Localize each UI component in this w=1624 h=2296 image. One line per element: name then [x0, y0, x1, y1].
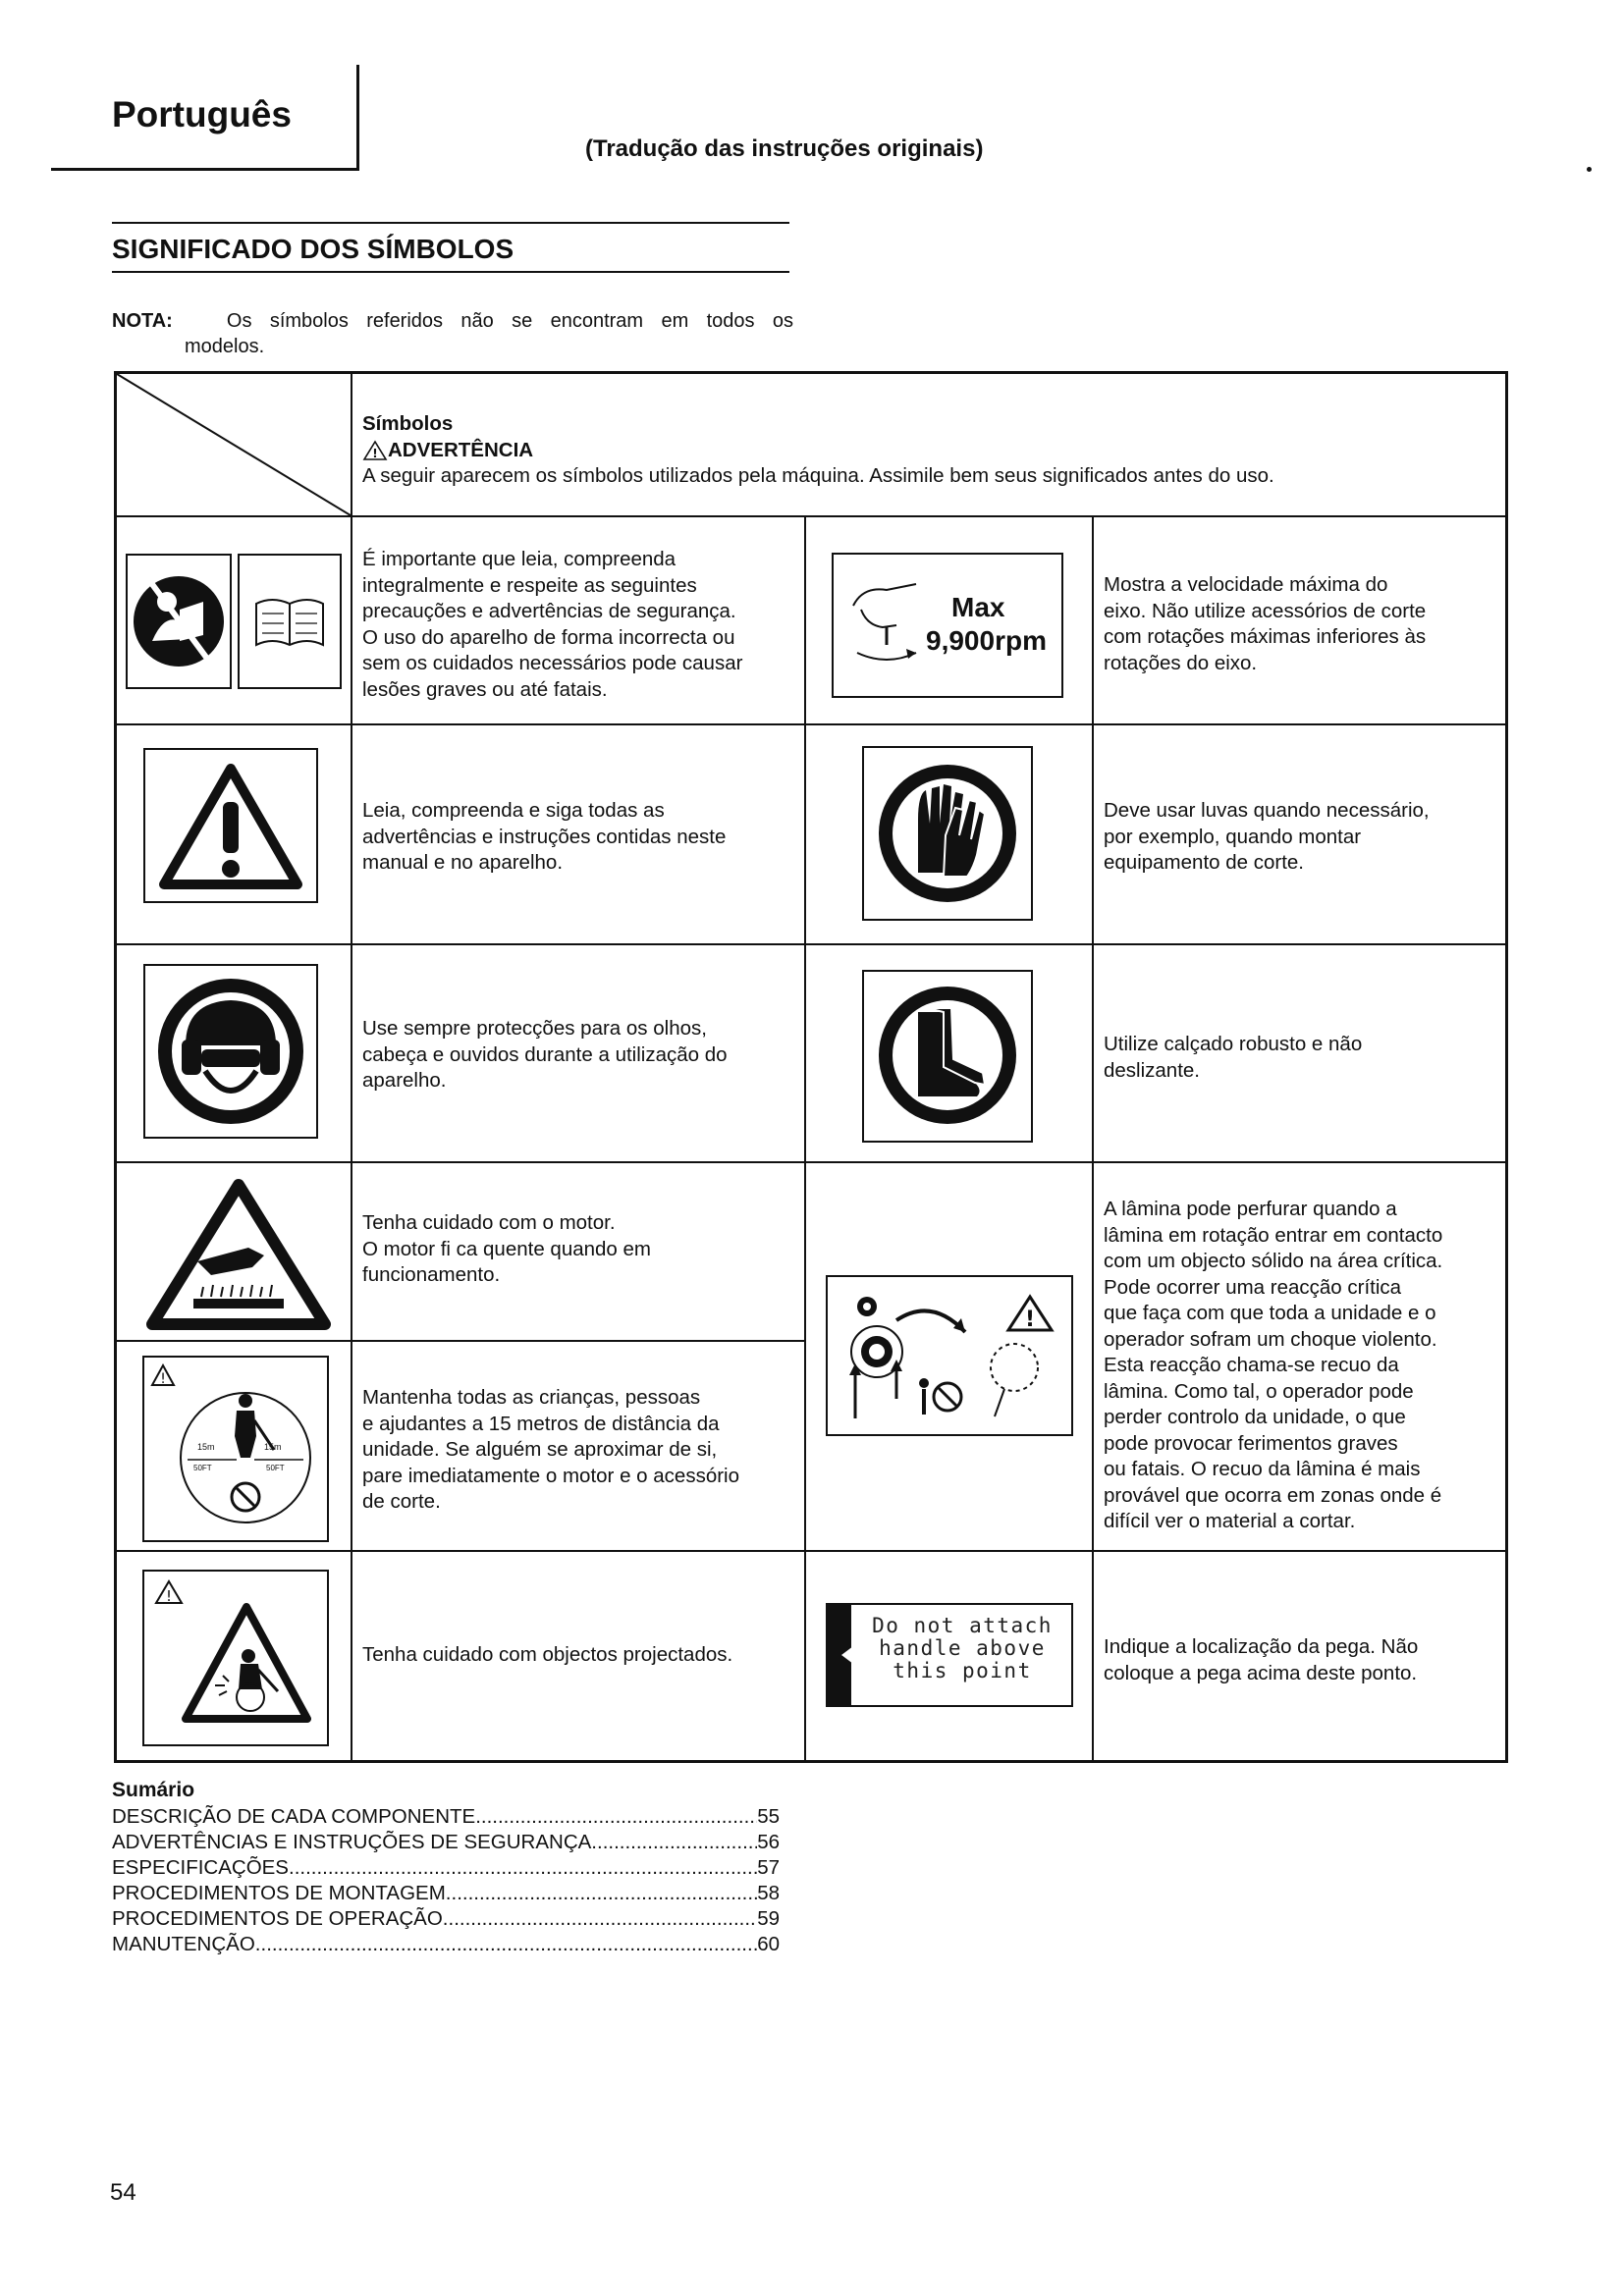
text-line: equipamento de corte. — [1104, 851, 1304, 874]
warning-label: ADVERTÊNCIA — [388, 438, 534, 461]
grid-line — [117, 1550, 1505, 1552]
note-label: NOTA: — [112, 310, 173, 332]
warning-triangle-icon — [362, 440, 388, 461]
projected-objects-diagram — [180, 1601, 313, 1729]
row3-left-text — [362, 1016, 794, 1095]
blade-thrust-text — [1104, 1197, 1500, 1535]
text-line: e ajudantes a 15 metros de distância da — [362, 1412, 720, 1435]
toc-item-label: PROCEDIMENTOS DE MONTAGEM — [112, 1882, 446, 1904]
text-line: É importante que leia, compreenda — [362, 548, 677, 570]
toc-item — [112, 1932, 780, 1957]
text-line: Mantenha todas as crianças, pessoas — [362, 1386, 701, 1409]
text-line: this point — [893, 1659, 1032, 1682]
handle-position-icon — [826, 1603, 1073, 1707]
section-heading: SIGNIFICADO DOS SÍMBOLOS — [112, 222, 789, 273]
text-line: Indique a localização da pega. Não — [1104, 1635, 1419, 1658]
text-line: de corte. — [362, 1490, 441, 1513]
toc-title: Sumário — [112, 1779, 195, 1801]
rpm-label: 9,900rpm — [926, 625, 1047, 656]
grid-line — [117, 1161, 1505, 1163]
toc-item — [112, 1881, 780, 1906]
corner-mark — [1587, 167, 1592, 172]
row1-right-text — [1104, 572, 1496, 676]
boots-icon — [861, 969, 1034, 1144]
toc-item — [112, 1855, 780, 1881]
toc-item-page: 57 — [757, 1856, 780, 1879]
grid-line — [804, 515, 806, 1760]
toc-dots — [446, 1881, 757, 1906]
text-line: cabeça e ouvidos durante a utilização do — [362, 1042, 728, 1066]
text-line: pare imediatamente o motor e o acessório — [362, 1464, 740, 1487]
toc-dots — [443, 1906, 757, 1932]
grid-line — [117, 1340, 804, 1342]
text-line: pode provocar ferimentos graves — [1104, 1431, 1398, 1455]
text-line: Pode ocorrer uma reacção crítica — [1104, 1275, 1402, 1299]
text-line: lesões graves ou até fatais. — [362, 677, 608, 701]
thrown-objects-icon — [142, 1570, 329, 1746]
text-line: precauções e advertências de segurança. — [362, 600, 736, 622]
toc-item-label: DESCRIÇÃO DE CADA COMPONENTE — [112, 1805, 476, 1828]
svg-text:!: ! — [165, 1587, 173, 1605]
distance-circle-icon — [172, 1381, 319, 1528]
text-line: com rotações máximas inferiores às — [1104, 625, 1427, 648]
text-line: Deve usar luvas quando necessário, — [1104, 799, 1430, 822]
toc-item-label: ADVERTÊNCIAS E INSTRUÇÕES DE SEGURANÇA — [112, 1831, 592, 1853]
svg-text:!: ! — [1024, 1308, 1036, 1332]
note — [112, 308, 793, 359]
keep-distance-icon — [142, 1356, 329, 1542]
row3-right-text — [1104, 1032, 1496, 1084]
toc-item-page: 58 — [757, 1882, 780, 1904]
row6-left-text — [362, 1642, 794, 1669]
text-line: Utilize calçado robusto e não — [1104, 1033, 1363, 1055]
warning-icon — [142, 747, 319, 904]
row5-left-text — [362, 1385, 794, 1516]
distance-label: 15m — [197, 1442, 215, 1452]
text-line: Leia, compreenda e siga todas as — [362, 799, 665, 822]
note-text-line2: modelos. — [185, 336, 265, 357]
distance-label: 15m — [264, 1442, 282, 1452]
text-line: eixo. Não utilize acessórios de corte — [1104, 599, 1427, 622]
text-line: lâmina. Como tal, o operador pode — [1104, 1379, 1414, 1403]
toc-item-label: PROCEDIMENTOS DE OPERAÇÃO — [112, 1907, 443, 1930]
language-title: Português — [112, 94, 292, 134]
text-line: funcionamento. — [362, 1263, 501, 1286]
text-line: unidade. Se alguém se aproximar de si, — [362, 1438, 718, 1461]
toc-item — [112, 1804, 780, 1830]
text-line: lâmina em rotação entrar em contacto — [1104, 1223, 1443, 1247]
toc-dots — [475, 1804, 757, 1830]
text-line: deslizante. — [1104, 1058, 1201, 1082]
toc-item-label: MANUTENÇÃO — [112, 1933, 255, 1955]
spindle-icon — [847, 576, 926, 674]
grid-line — [351, 374, 352, 1760]
text-line: coloque a pega acima deste ponto. — [1104, 1661, 1418, 1684]
text-line: rotações do eixo. — [1104, 651, 1258, 674]
text-line: difícil ver o material a cortar. — [1104, 1510, 1356, 1532]
row2-right-text — [1104, 798, 1496, 877]
text-line: Esta reacção chama-se recuo da — [1104, 1354, 1399, 1376]
grid-line — [117, 943, 1505, 945]
toc-item-page: 55 — [757, 1805, 780, 1828]
symbols-title: Símbolos — [362, 412, 454, 435]
text-line: Do not attach — [872, 1614, 1053, 1637]
text-line: que faça com que toda a unidade e o — [1104, 1302, 1436, 1324]
text-line: com um objecto sólido na área crítica. — [1104, 1250, 1443, 1272]
text-line: Tenha cuidado com o motor. — [362, 1211, 616, 1234]
distance-label: 50FT — [193, 1464, 212, 1472]
text-line: Mostra a velocidade máxima do — [1104, 573, 1388, 596]
toc-item-label: ESPECIFICAÇÕES — [112, 1856, 289, 1879]
toc-dots — [289, 1855, 757, 1881]
text-line: Tenha cuidado com objectos projectados. — [362, 1643, 733, 1666]
text-line: manual e no aparelho. — [362, 851, 564, 874]
text-line: O motor fi ca quente quando em — [362, 1237, 652, 1260]
table-header — [362, 411, 1491, 490]
read-manual-icon — [123, 553, 345, 692]
toc-item — [112, 1830, 780, 1855]
grid-line — [1092, 515, 1094, 1760]
text-line: advertências e instruções contidas neste — [362, 825, 727, 848]
blade-thrust-icon — [826, 1275, 1073, 1436]
handle-label-text — [857, 1615, 1067, 1682]
note-text-line1: Os símbolos referidos não se encontram em todos os — [226, 310, 793, 332]
translation-note: (Tradução das instruções originais) — [585, 135, 984, 162]
text-line: ou fatais. O recuo da lâmina é mais — [1104, 1458, 1421, 1480]
svg-text:!: ! — [372, 446, 378, 460]
text-line: aparelho. — [362, 1069, 447, 1092]
page-number: 54 — [110, 2179, 136, 2206]
text-line: handle above — [879, 1636, 1046, 1660]
text-line: integralmente e respeite as seguintes — [362, 573, 697, 597]
text-line: Use sempre protecções para os olhos, — [362, 1017, 707, 1040]
text-line: O uso do aparelho de forma incorrecta ou — [362, 625, 735, 649]
row4-left-text — [362, 1210, 794, 1289]
distance-label: 50FT — [266, 1464, 285, 1472]
row1-left-text — [362, 547, 794, 703]
row2-left-text — [362, 798, 794, 877]
text-line: sem os cuidados necessários pode causar — [362, 652, 743, 674]
text-line: A lâmina pode perfurar quando a — [1104, 1198, 1397, 1220]
gloves-icon — [861, 745, 1034, 922]
max-rpm-icon — [832, 553, 1063, 698]
toc-item-page: 60 — [757, 1933, 780, 1955]
protective-gear-icon — [142, 963, 319, 1140]
header-description: A seguir aparecem os símbolos utilizados pela máquina. Assimile bem seus significados antes do uso. — [362, 464, 1274, 487]
max-label: Max — [951, 592, 1005, 622]
header-diagonal — [117, 374, 351, 515]
grid-line — [117, 515, 1505, 517]
hot-surface-icon — [142, 1177, 335, 1334]
text-line: provável que ocorra em zonas onde é — [1104, 1483, 1442, 1507]
toc-dots — [591, 1830, 757, 1855]
svg-text:!: ! — [160, 1371, 166, 1387]
grid-line — [117, 723, 1505, 725]
toc-item-page: 56 — [757, 1831, 780, 1853]
row6-right-text — [1104, 1634, 1496, 1686]
toc-item — [112, 1906, 780, 1932]
text-line: perder controlo da unidade, o que — [1104, 1406, 1406, 1428]
text-line: por exemplo, quando montar — [1104, 825, 1362, 848]
toc-dots — [255, 1932, 757, 1957]
symbols-table — [114, 371, 1508, 1763]
toc-item-page: 59 — [757, 1907, 780, 1930]
text-line: operador sofram um choque violento. — [1104, 1327, 1437, 1351]
blade-thrust-diagram — [838, 1291, 1059, 1422]
